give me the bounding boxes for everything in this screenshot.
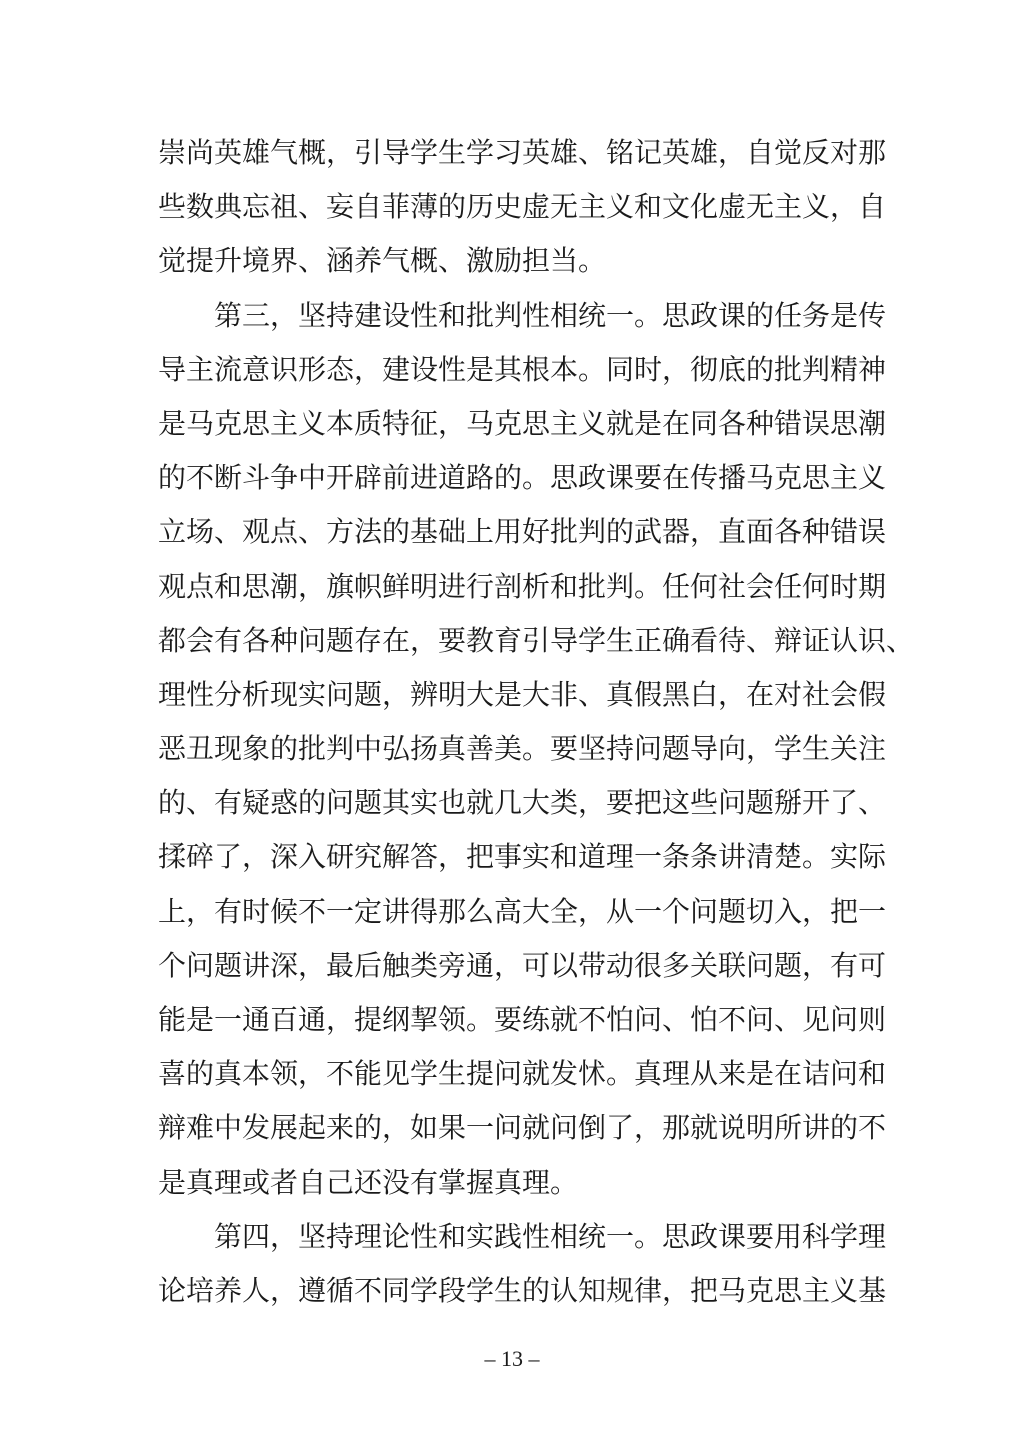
text-line: 揉碎了，深入研究解答，把事实和道理一条条讲清楚。实际 <box>158 840 887 874</box>
text-line: 论培养人，遵循不同学段学生的认知规律，把马克思主义基 <box>158 1273 887 1307</box>
text-line: 立场、观点、方法的基础上用好批判的武器，直面各种错误 <box>158 515 887 549</box>
text-line: 是马克思主义本质特征，马克思主义就是在同各种错误思潮 <box>158 406 887 440</box>
text-line: 理性分析现实问题，辨明大是大非、真假黑白，在对社会假 <box>158 677 887 711</box>
text-line: 喜的真本领，不能见学生提问就发怵。真理从来是在诘问和 <box>158 1057 887 1091</box>
text-line: 个问题讲深，最后触类旁通，可以带动很多关联问题，有可 <box>158 948 887 982</box>
text-line: 崇尚英雄气概，引导学生学习英雄、铭记英雄，自觉反对那 <box>158 136 887 169</box>
text-line: 能是一通百通，提纲挈领。要练就不怕问、怕不问、见问则 <box>158 1003 887 1036</box>
text-line: 的、有疑惑的问题其实也就几大类，要把这些问题掰开了、 <box>158 786 887 820</box>
text-line: 导主流意识形态，建设性是其根本。同时，彻底的批判精神 <box>158 352 887 386</box>
text-line: 恶丑现象的批判中弘扬真善美。要坚持问题导向，学生关注 <box>158 732 887 766</box>
text-line: 上，有时候不一定讲得那么高大全，从一个问题切入，把一 <box>158 894 887 928</box>
text-line: 觉提升境界、涵养气概、激励担当。 <box>158 244 607 278</box>
text-line: 的不断斗争中开辟前进道路的。思政课要在传播马克思主义 <box>158 461 887 495</box>
text-line: 第四，坚持理论性和实践性相统一。思政课要用科学理 <box>158 1219 887 1253</box>
page-number: – 13 – <box>484 1346 540 1371</box>
text-line: 都会有各种问题存在，要教育引导学生正确看待、辩证认识、 <box>158 623 915 657</box>
text-line: 是真理或者自己还没有掌握真理。 <box>158 1165 579 1199</box>
text-line: 辩难中发展起来的，如果一问就问倒了，那就说明所讲的不 <box>158 1111 887 1145</box>
text-line: 观点和思潮，旗帜鲜明进行剖析和批判。任何社会任何时期 <box>158 569 887 603</box>
text-line: 些数典忘祖、妄自菲薄的历史虚无主义和文化虚无主义，自 <box>158 190 887 224</box>
text-line: 第三，坚持建设性和批判性相统一。思政课的任务是传 <box>158 298 887 332</box>
body-text <box>158 126 915 1318</box>
